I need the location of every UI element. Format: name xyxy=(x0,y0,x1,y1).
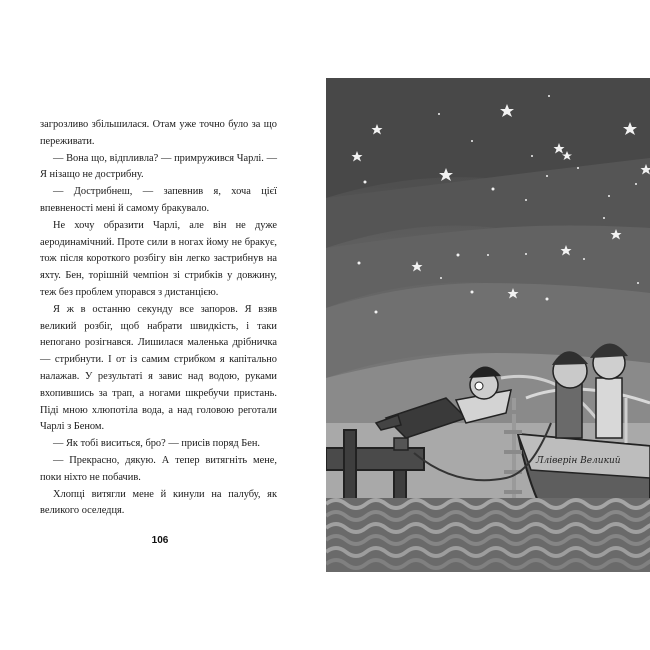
paragraph: загрозливо збільшилася. Отам уже точно було за що переживати. xyxy=(40,119,277,147)
left-page-text xyxy=(40,117,277,520)
paragraph: — Прекрасно, дякую. А тепер витягніть мене, поки ніхто не побачив. xyxy=(40,454,277,483)
paragraph: Не хочу образити Чарлі, але він не дуже аеродинамічний. Проте сили в ногах йому не бракує, тож після короткого розбігу він легко застрибнув на яхту. Бен, торішній чемпіон зі стрибків у довжину, теж без проблем упорався з дистанцією. xyxy=(40,219,277,298)
night-harbor-illustration xyxy=(326,78,650,572)
page-number: 106 xyxy=(151,535,169,546)
paragraph: — Дострибнеш, — запевнив я, хоча цієї впевненості мені й самому бракувало. xyxy=(40,186,277,214)
boat-name: Лліверін Великий xyxy=(536,456,621,466)
paragraph: Я ж в останню секунду все запоров. Я взяв великий розбіг, щоб набрати швидкість, і таки непогано розігнався. Лишилася маленька дрібничка — стрибнути. І от із самим стрибком я капітально налажав. У результаті я завис над водою, руками вхопившись за трап, а ногами шкребучи пристань. Піді мною хлюпотіла вода, а над головою реготали Чарлі з Беном. xyxy=(40,303,277,433)
illustration xyxy=(326,78,650,572)
paragraph: — Вона що, відпливла? — примружився Чарлі. — Я нізащо не дострибну. xyxy=(40,152,277,181)
paragraph: Хлопці витягли мене й кинули на палубу, як великого оселедця. xyxy=(40,488,277,517)
paragraph: — Як тобі виситься, бро? — присів поряд Бен. xyxy=(53,438,260,450)
water xyxy=(326,498,650,572)
